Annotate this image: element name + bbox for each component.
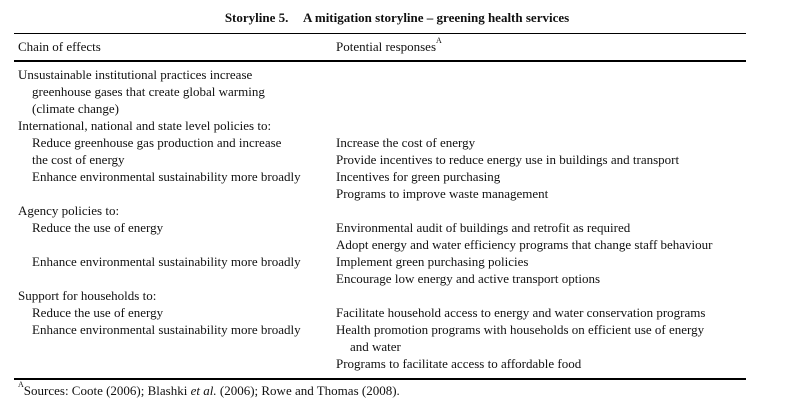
chain-of-effects-cell: greenhouse gases that create global warming (32, 84, 265, 99)
potential-response-cell: Encourage low energy and active transport options (336, 271, 601, 286)
chain-of-effects-cell: Enhance environmental sustainability more broadly (32, 254, 301, 269)
header-rule (14, 60, 746, 62)
potential-response-cell: Increase the cost of energy (336, 135, 476, 150)
chain-of-effects-cell: Enhance environmental sustainability more broadly (32, 322, 301, 337)
footnote-text-prefix: Sources: Coote (2006); Blashki (23, 383, 191, 398)
table-row (18, 66, 748, 83)
table-row (18, 168, 748, 185)
header-potential-responses-label: Potential responses (336, 39, 437, 54)
chain-of-effects-cell: Reduce greenhouse gas production and increase (32, 135, 282, 150)
potential-response-cell: Health promotion programs with households on efficient use of energy (336, 322, 705, 337)
table-row (18, 355, 748, 372)
table-row (18, 253, 748, 270)
table-row (18, 117, 748, 134)
table-row (18, 202, 748, 219)
potential-response-cell: Implement green purchasing policies (336, 254, 529, 269)
header-chain-of-effects: Chain of effects (18, 39, 101, 54)
potential-response-cell: Facilitate household access to energy and water conservation programs (336, 305, 706, 320)
potential-response-cell: Environmental audit of buildings and retrofit as required (336, 220, 631, 235)
chain-of-effects-cell: (climate change) (32, 101, 119, 116)
caption-title: A mitigation storyline – greening health services (302, 10, 570, 25)
table-row (18, 219, 748, 236)
potential-response-cell: Programs to facilitate access to affordable food (336, 356, 582, 371)
footnote-marker: A (18, 380, 24, 389)
chain-of-effects-cell: Support for households to: (18, 288, 157, 303)
table-row (18, 134, 748, 151)
chain-of-effects-cell: Unsustainable institutional practices increase (18, 67, 253, 82)
potential-response-cell: Provide incentives to reduce energy use in buildings and transport (336, 152, 680, 167)
caption-number: Storyline 5. (224, 10, 289, 25)
table-row (18, 236, 748, 253)
table-row (18, 321, 748, 338)
table-row (18, 304, 748, 321)
chain-of-effects-cell: Reduce the use of energy (32, 220, 164, 235)
chain-of-effects-cell: Enhance environmental sustainability more broadly (32, 169, 301, 184)
potential-response-cell: Incentives for green purchasing (336, 169, 501, 184)
chain-of-effects-cell: Agency policies to: (18, 203, 120, 218)
table-row (18, 83, 748, 100)
potential-response-cell: Programs to improve waste management (336, 186, 549, 201)
chain-of-effects-cell: Reduce the use of energy (32, 305, 164, 320)
footnote-text-italic: et al. (190, 383, 217, 398)
footnote (18, 380, 400, 399)
bottom-rule (14, 378, 746, 380)
header-footnote-marker: A (436, 36, 442, 45)
table-row (18, 151, 748, 168)
table-row (18, 287, 748, 304)
footnote-text-suffix: (2006); Rowe and Thomas (2008). (216, 383, 400, 398)
chain-of-effects-cell: the cost of energy (32, 152, 125, 167)
table-row (18, 100, 748, 117)
table-caption (0, 10, 794, 26)
chain-of-effects-cell: International, national and state level policies to: (18, 118, 272, 133)
header-potential-responses (336, 36, 442, 55)
table-row (18, 338, 748, 355)
top-rule (14, 33, 746, 34)
potential-response-cell: and water (350, 339, 401, 354)
table-row (18, 185, 748, 202)
potential-response-cell: Adopt energy and water efficiency programs that change staff behaviour (336, 237, 713, 252)
table-row (18, 270, 748, 287)
